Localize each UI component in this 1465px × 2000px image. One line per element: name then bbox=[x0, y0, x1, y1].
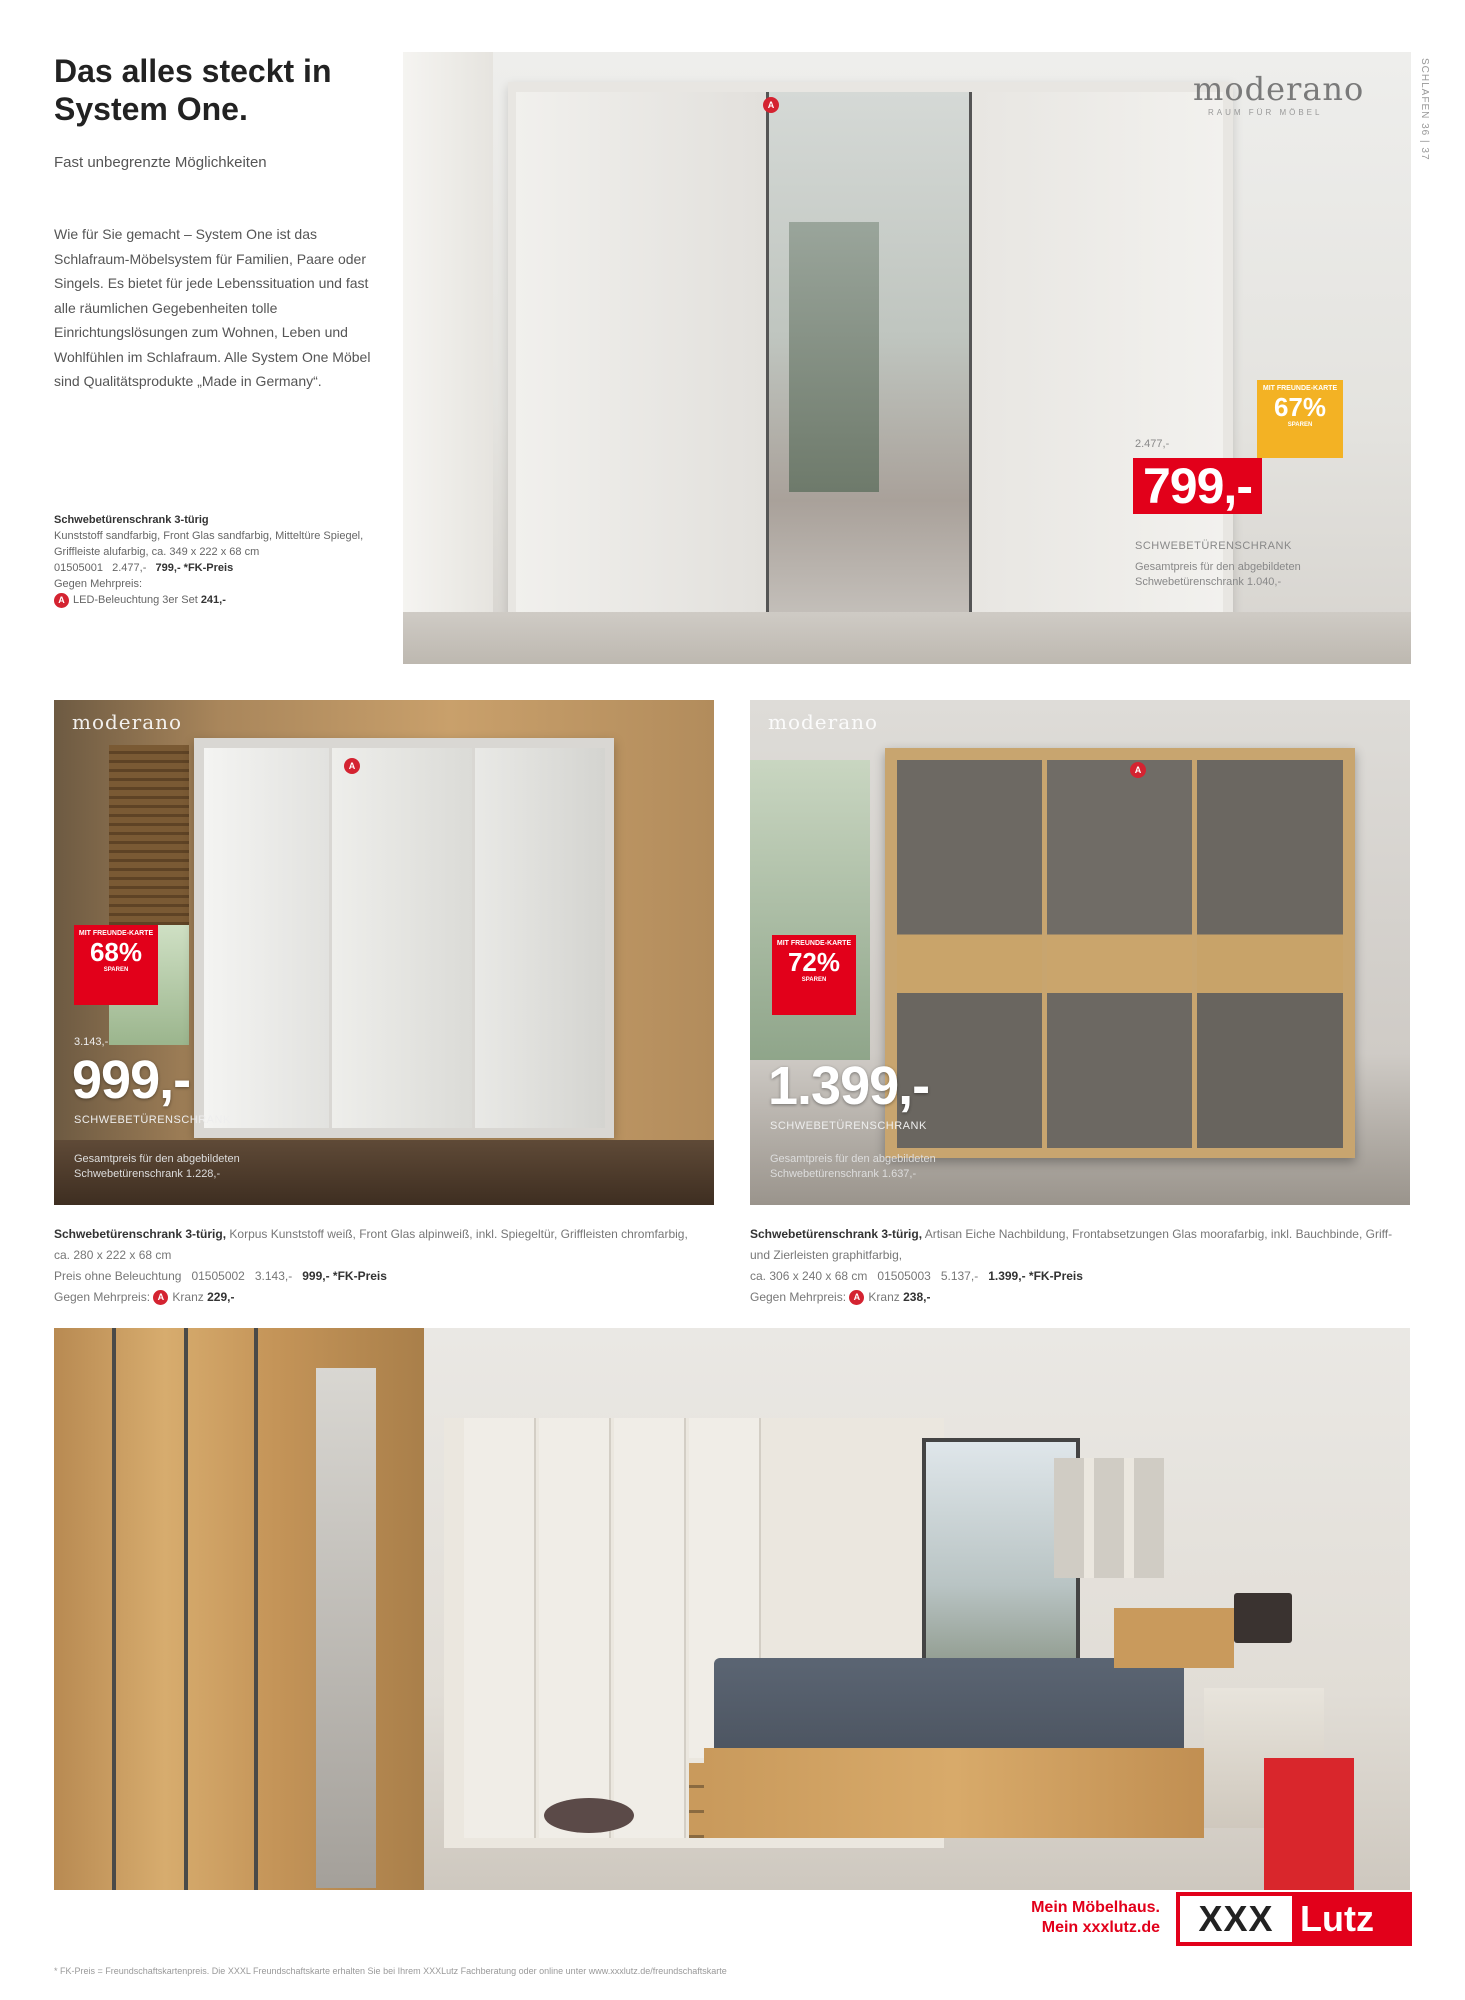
logo-xxx: XXX bbox=[1180, 1896, 1292, 1942]
floor bbox=[403, 612, 1411, 664]
wardrobe-panel bbox=[539, 1418, 611, 1838]
wardrobe-panel bbox=[464, 1418, 536, 1838]
wardrobe-body bbox=[885, 748, 1355, 1158]
badge-bottom-text: SPAREN bbox=[103, 967, 129, 973]
product2-photo bbox=[54, 700, 714, 1205]
slogan-line-1: Mein Möbelhaus. bbox=[1031, 1899, 1160, 1916]
product1-details bbox=[54, 512, 384, 608]
product2-price: 999,- *FK-Preis bbox=[302, 1269, 387, 1283]
product1-spec: Kunststoff sandfarbig, Front Glas sandfarbig, Mitteltüre Spiegel, Griffleiste alufarbig, ca. 349 x 222 x 68 cm bbox=[54, 530, 364, 558]
slogan-line-2: Mein xxxlutz.de bbox=[1041, 1919, 1160, 1936]
discount-badge bbox=[772, 935, 856, 1015]
product2-extra-text: Kranz bbox=[172, 1290, 204, 1304]
mirror-window-reflection bbox=[789, 222, 879, 492]
xxxlutz-logo bbox=[1176, 1892, 1412, 1946]
badge-top-text: MIT FREUNDE-KARTE bbox=[1262, 385, 1338, 392]
marker-a-icon: A bbox=[763, 97, 779, 113]
wardrobe-body bbox=[508, 82, 1233, 642]
marker-a-icon: A bbox=[1130, 762, 1146, 778]
product2-line-label: Preis ohne Beleuchtung bbox=[54, 1269, 182, 1283]
product3-old-price: 5.137,- bbox=[940, 1269, 979, 1283]
discount-badge bbox=[1257, 380, 1343, 458]
page-title bbox=[54, 52, 394, 128]
marker-a-icon: A bbox=[344, 758, 360, 774]
badge-bottom-text: SPAREN bbox=[801, 977, 827, 983]
wardrobe-door-left bbox=[204, 748, 329, 1128]
product3-price-line bbox=[750, 1266, 1410, 1287]
wardrobe-panel bbox=[614, 1418, 686, 1838]
wardrobe-door-middle bbox=[1047, 760, 1192, 1148]
bedroom-photo bbox=[54, 1328, 1410, 1890]
wardrobe-door-left bbox=[516, 92, 766, 637]
product1-old-price: 2.477,- bbox=[112, 562, 147, 574]
slogan bbox=[985, 1898, 1160, 1938]
product1-article: 01505001 bbox=[54, 562, 103, 574]
product2-description bbox=[54, 1224, 704, 1308]
title-line-2: System One. bbox=[54, 91, 248, 127]
badge-top-text: MIT FREUNDE-KARTE bbox=[78, 930, 154, 937]
wardrobe-door-right bbox=[1197, 760, 1343, 1148]
product2-extra-line bbox=[54, 1287, 704, 1308]
wardrobe-door-right bbox=[973, 92, 1223, 637]
old-price: 2.477,- bbox=[1135, 438, 1170, 450]
wardrobe-door-right bbox=[475, 748, 605, 1128]
window-blind bbox=[109, 745, 189, 925]
door-gap bbox=[254, 1328, 258, 1890]
brand-logo: moderano bbox=[72, 710, 183, 734]
product1-name: Schwebetürenschrank 3-türig bbox=[54, 514, 209, 526]
product3-desc-line bbox=[750, 1224, 1410, 1266]
product2-extra-price: 229,- bbox=[207, 1290, 235, 1304]
marker-a-icon: A bbox=[153, 1290, 168, 1305]
product3-extra-label: Gegen Mehrpreis: bbox=[750, 1290, 847, 1304]
bed-headboard bbox=[1114, 1608, 1234, 1668]
product3-extra-price: 238,- bbox=[903, 1290, 931, 1304]
badge-top-text: MIT FREUNDE-KARTE bbox=[776, 940, 852, 947]
product1-led bbox=[54, 592, 384, 608]
product2-price-line bbox=[54, 1266, 704, 1287]
wardrobe-body bbox=[194, 738, 614, 1138]
floor-cushion bbox=[544, 1798, 634, 1833]
product-label: SCHWEBETÜRENSCHRANK bbox=[74, 1114, 231, 1126]
product3-size: ca. 306 x 240 x 68 cm bbox=[750, 1269, 868, 1283]
product3-price: 1.399,- *FK-Preis bbox=[988, 1269, 1083, 1283]
marker-a-icon: A bbox=[54, 593, 69, 608]
price-tag: 799,- bbox=[1133, 458, 1262, 514]
product3-extra-text: Kranz bbox=[868, 1290, 900, 1304]
product3-description bbox=[750, 1224, 1410, 1308]
wardrobe-mirror-door bbox=[332, 748, 472, 1128]
intro-subtitle: Fast unbegrenzte Möglichkeiten bbox=[54, 154, 267, 171]
oak-bed-frame bbox=[704, 1748, 1204, 1838]
window-view bbox=[750, 760, 870, 1060]
room-wall bbox=[403, 52, 493, 664]
price-note: Gesamtpreis für den abgebildeten Schwebetürenschrank 1.637,- bbox=[770, 1153, 936, 1180]
product1-led-text: LED-Beleuchtung 3er Set bbox=[73, 594, 198, 606]
door-gap bbox=[112, 1328, 116, 1890]
red-chair bbox=[1264, 1758, 1354, 1890]
price-tag: 1.399,- bbox=[768, 1056, 930, 1116]
oak-wardrobe-left bbox=[54, 1328, 424, 1890]
badge-bottom-text: SPAREN bbox=[1287, 422, 1313, 428]
door-gap bbox=[184, 1328, 188, 1890]
product1-led-price: 241,- bbox=[200, 594, 226, 606]
product1-price-line bbox=[54, 560, 384, 576]
product2-desc-line bbox=[54, 1224, 704, 1266]
price-tag: 999,- bbox=[72, 1050, 191, 1110]
product3-name: Schwebetürenschrank 3-türig, bbox=[750, 1227, 923, 1241]
intro-body: Wie für Sie gemacht – System One ist das Schlafraum-Möbelsystem für Familien, Paare oder Singels. Es bietet für jede Lebenssituation und fast alle räumlichen Gegebenheiten tolle Einrichtungslösungen zum Wohnen, Leben und Wohlfühlen im Schlafraum. Alle System One Möbel sind Qualitätsprodukte „Made in Germany“. bbox=[54, 226, 371, 389]
badge-percent: 72% bbox=[787, 947, 841, 977]
old-price: 3.143,- bbox=[74, 1036, 109, 1048]
brand-tagline: RAUM FÜR MÖBEL bbox=[1208, 108, 1323, 117]
badge-percent: 68% bbox=[89, 937, 143, 967]
price-note: Gesamtpreis für den abgebildeten Schwebetürenschrank 1.040,- bbox=[1135, 561, 1301, 588]
lamp-shade bbox=[1234, 1593, 1292, 1643]
price-note: Gesamtpreis für den abgebildeten Schwebetürenschrank 1.228,- bbox=[74, 1153, 240, 1180]
product3-article: 01505003 bbox=[877, 1269, 931, 1283]
product-label: SCHWEBETÜRENSCHRANK bbox=[1135, 540, 1292, 552]
logo-lutz: Lutz bbox=[1300, 1898, 1374, 1939]
discount-badge bbox=[74, 925, 158, 1005]
product2-spec: Korpus Kunststoff weiß, Front Glas alpinweiß, inkl. Spiegeltür, Griffleisten chromfarbig, ca. 280 x 222 x 68 cm bbox=[54, 1227, 688, 1262]
product2-name: Schwebetürenschrank 3-türig, bbox=[54, 1227, 227, 1241]
product3-photo bbox=[750, 700, 1410, 1205]
wardrobe-mirror-door bbox=[766, 92, 972, 637]
product2-article: 01505002 bbox=[191, 1269, 245, 1283]
title-line-1: Das alles steckt in bbox=[54, 53, 332, 89]
badge-percent: 67% bbox=[1273, 392, 1327, 422]
product1-price: 799,- *FK-Preis bbox=[155, 562, 234, 574]
footer-note: * FK-Preis = Freundschaftskartenpreis. Die XXXL Freundschaftskarte erhalten Sie bei Ihrem XXXLutz Fachberatung oder online unter www.xxxlutz.de/freundschaftskarte bbox=[54, 1966, 727, 1976]
page-section-label: SCHLAFEN 36 | 37 bbox=[1419, 58, 1430, 161]
product1-photo bbox=[403, 52, 1411, 664]
product3-spec: Artisan Eiche Nachbildung, Frontabsetzungen Glas moorafarbig, inkl. Bauchbinde, Griff- und Zierleisten graphitfarbig, bbox=[750, 1227, 1393, 1262]
brand-logo: moderano bbox=[768, 710, 879, 734]
product2-old-price: 3.143,- bbox=[254, 1269, 293, 1283]
marker-a-icon: A bbox=[849, 1290, 864, 1305]
product2-extra-label: Gegen Mehrpreis: bbox=[54, 1290, 151, 1304]
brand-logo: moderano bbox=[1193, 70, 1365, 108]
product3-extra-line bbox=[750, 1287, 1410, 1308]
wall-pictures bbox=[1054, 1458, 1164, 1578]
mirror-door bbox=[316, 1368, 376, 1888]
product-label: SCHWEBETÜRENSCHRANK bbox=[770, 1120, 927, 1132]
product1-extra-label: Gegen Mehrpreis: bbox=[54, 578, 143, 590]
